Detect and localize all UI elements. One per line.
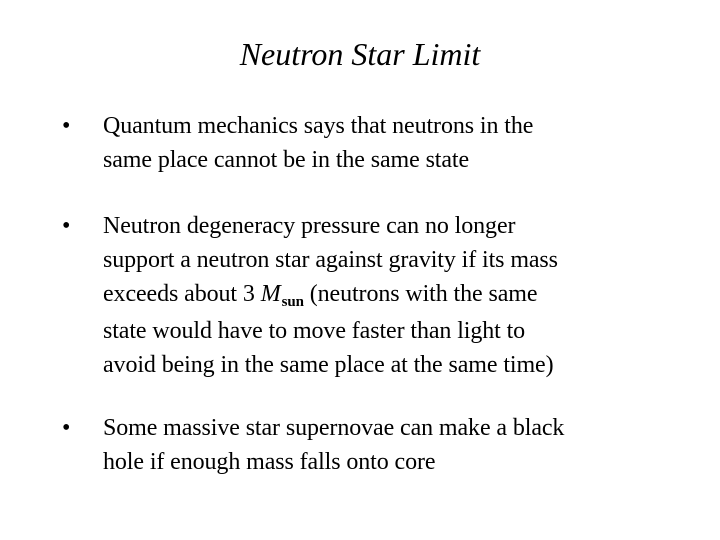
bullet-text (103, 109, 683, 177)
bullet-line: Some massive star supernovae can make a black (103, 415, 565, 441)
bullet-line: Neutron degeneracy pressure can no longer (103, 213, 516, 239)
bullet-line: state would have to move faster than light to (103, 318, 526, 344)
bullet-dot-icon: • (62, 415, 71, 441)
bullet-line: support a neutron star against gravity if its mass (103, 247, 558, 273)
bullet-line-segment: exceeds about 3 (103, 281, 255, 307)
bullet-line: avoid being in the same place at the same time) (103, 352, 554, 378)
bullet-line: Quantum mechanics says that neutrons in the (103, 113, 534, 139)
bullet-dot-icon: • (62, 213, 71, 239)
bullet-line: same place cannot be in the same state (103, 147, 470, 173)
solar-mass-symbol: M (260, 281, 281, 307)
bullet-line-segment: (neutrons with the same (309, 281, 538, 307)
bullet-dot-icon: • (62, 113, 71, 139)
bullet-line-with-formula (103, 277, 683, 314)
bullet-text (103, 209, 683, 382)
bullet-text (103, 411, 683, 479)
slide-title: Neutron Star Limit (239, 36, 481, 72)
solar-mass-subscript: sun (281, 294, 304, 310)
bullet-line: hole if enough mass falls onto core (103, 449, 436, 475)
